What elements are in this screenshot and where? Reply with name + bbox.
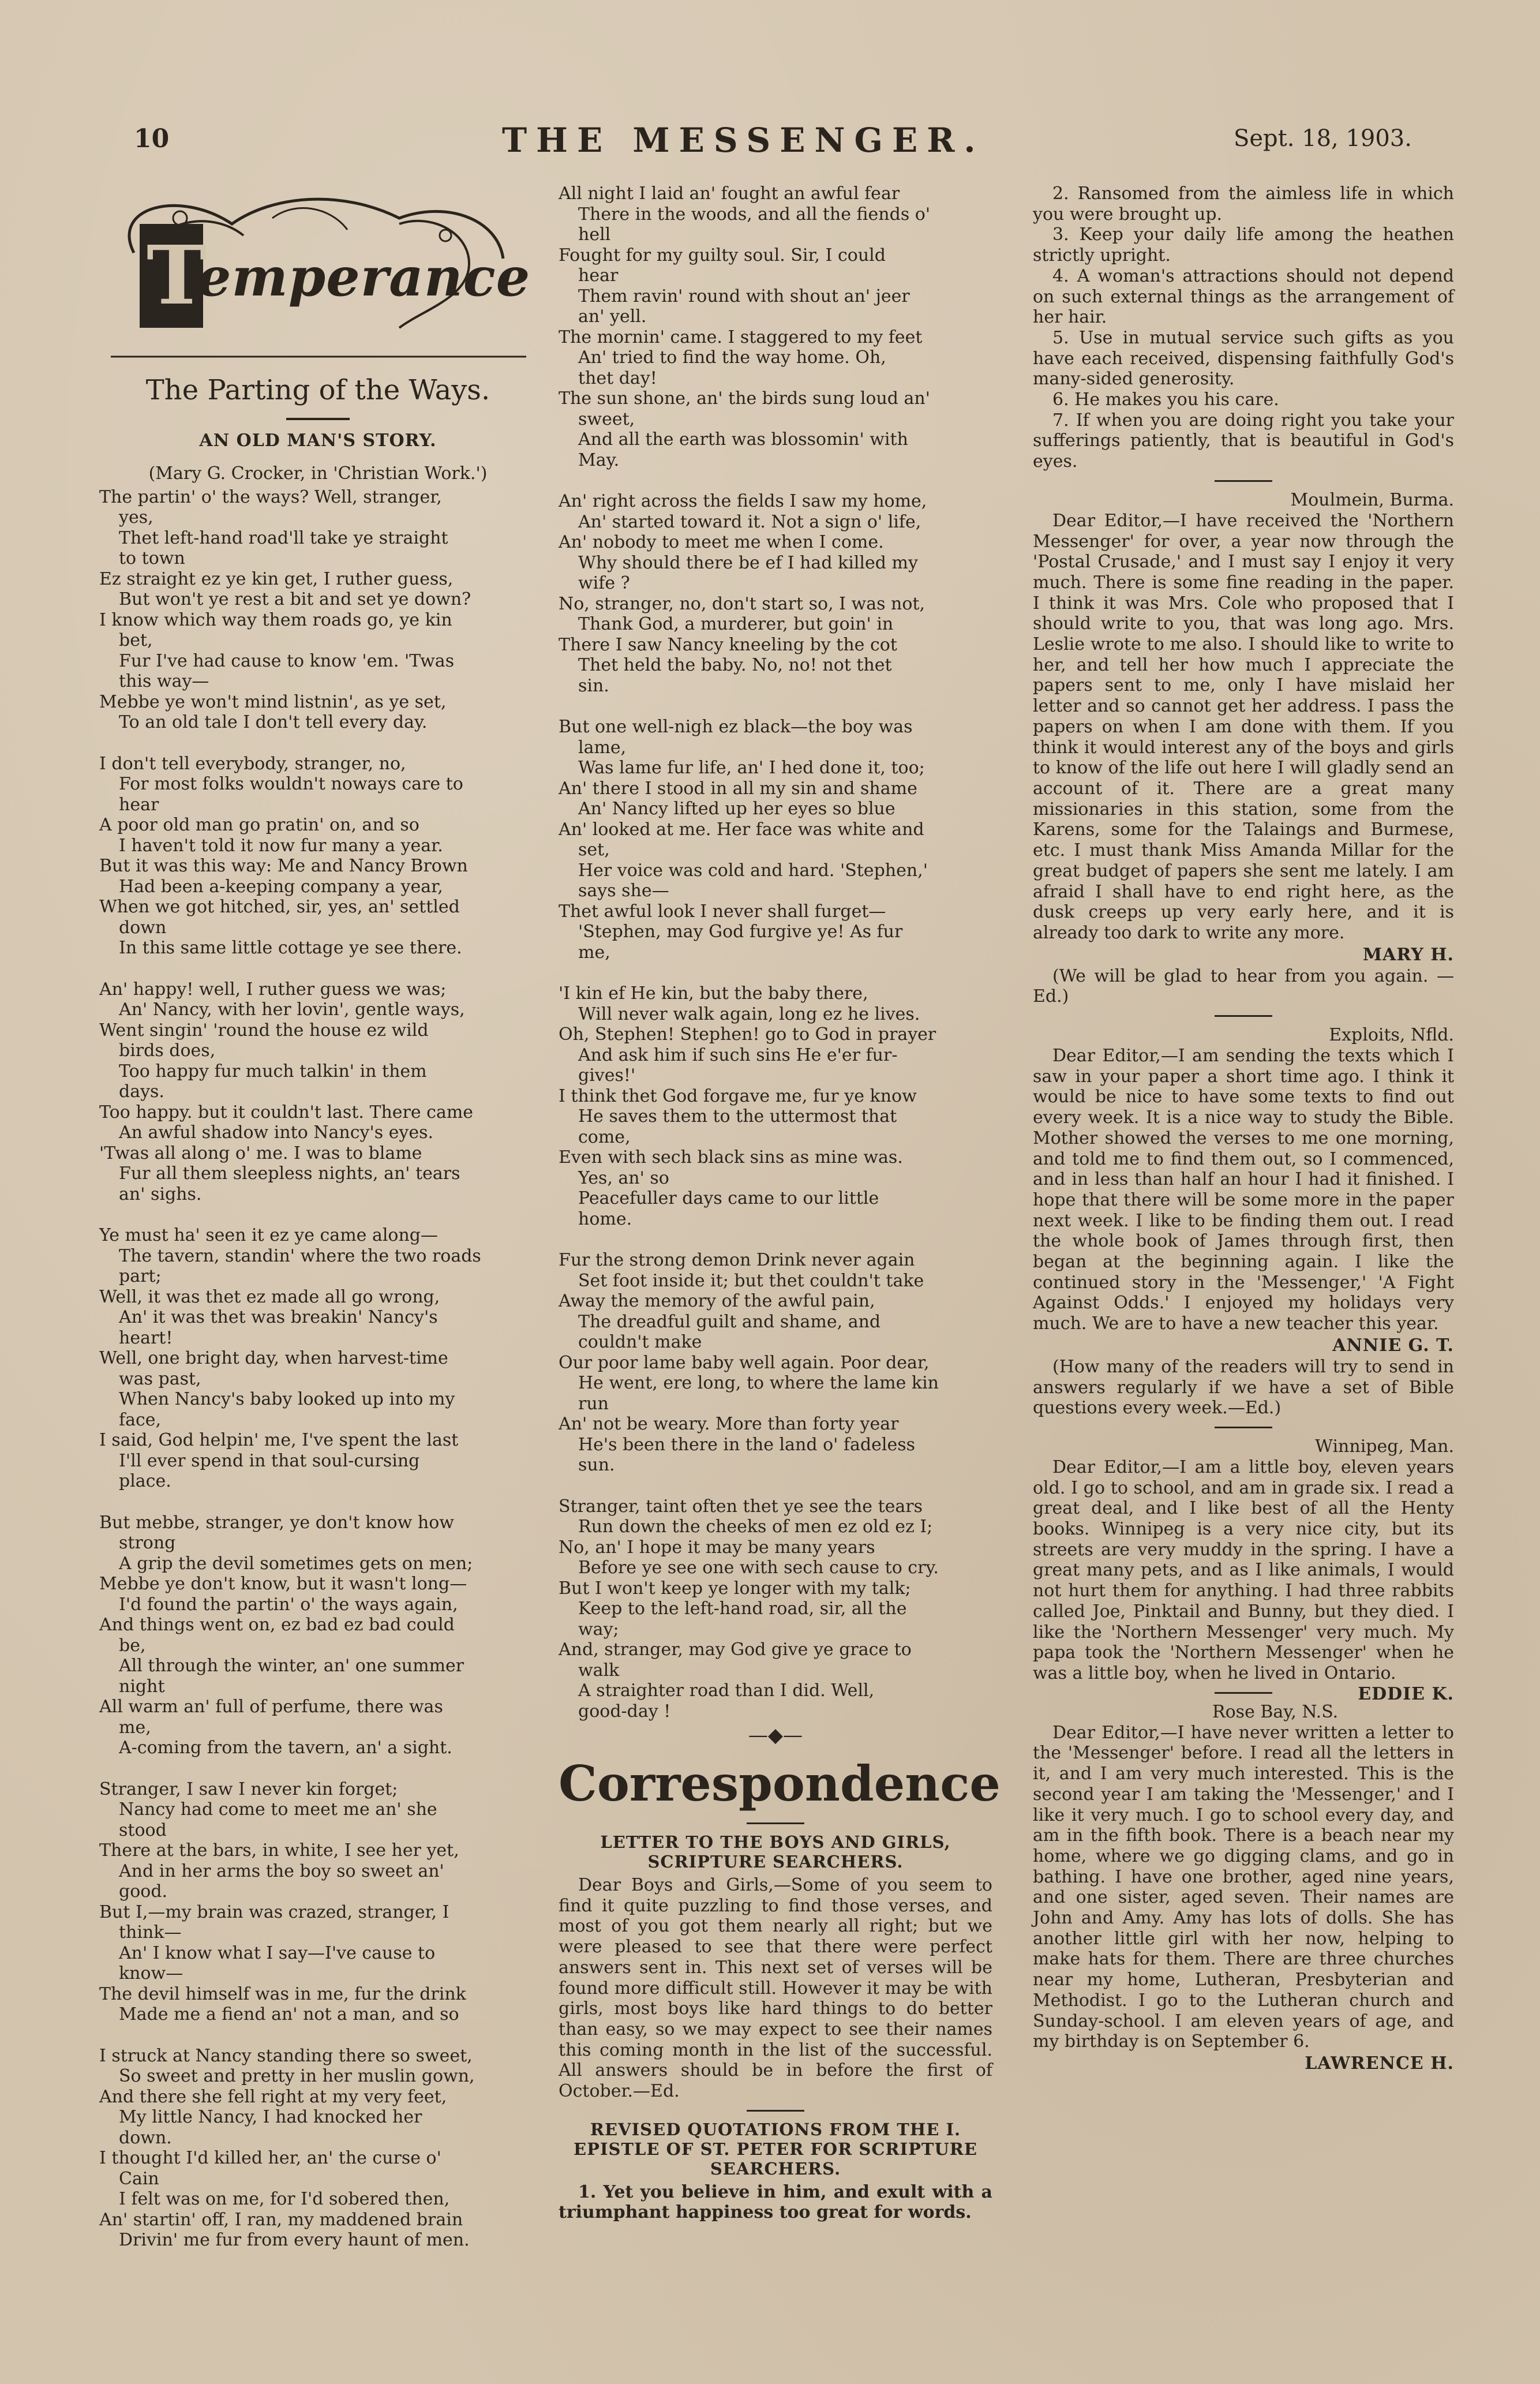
- letter-place: Rose Bay, N.S.: [1212, 1701, 1339, 1722]
- poem-line: Fur the strong demon Drink never again: [559, 1250, 915, 1270]
- poem-line: There at the bars, in white, I see her yet,: [99, 1840, 459, 1861]
- rule: [1215, 480, 1272, 482]
- poem-line: Even with sech black sins as mine was.: [559, 1147, 903, 1167]
- quote-item: 6. He makes you his care.: [1052, 390, 1279, 410]
- poem-line: I felt was on me, for I'd sobered then,: [119, 2189, 450, 2210]
- poem-part-2: [559, 184, 992, 1721]
- quote-item: 4. A woman's attractions should not depend on such external things as the arrangement of her hair.: [1033, 265, 1454, 328]
- letter-signature: MARY H.: [1362, 944, 1454, 965]
- poem-line: Made me a fiend an' not a man, and so: [119, 2004, 459, 2025]
- poem-line: Well, one bright day, when harvest-time: [99, 1348, 448, 1369]
- stanza-gap: [99, 733, 537, 754]
- column-2: [559, 184, 1001, 2223]
- poem-line: home.: [578, 1208, 632, 1229]
- poem-line: 'Twas all along o' me. I was to blame: [99, 1143, 422, 1163]
- poem-line: Keep to the left-hand road, sir, all the: [578, 1599, 907, 1619]
- poem-line: Our poor lame baby well again. Poor dear,: [559, 1352, 930, 1373]
- poem-line: set,: [578, 840, 610, 860]
- poem-line: hear: [119, 794, 159, 815]
- poem-line: down.: [119, 2127, 172, 2148]
- poem-line: There I saw Nancy kneeling by the cot: [559, 634, 897, 655]
- rule: [747, 1822, 804, 1824]
- masthead: THE MESSENGER.: [502, 121, 985, 160]
- poem-line: An awful shadow into Nancy's eyes.: [119, 1122, 434, 1143]
- poem-line: Peacefuller days came to our little: [578, 1188, 879, 1208]
- poem-part-1: [99, 487, 537, 2251]
- poem-line: For most folks wouldn't noways care to: [119, 774, 463, 795]
- poem-line: An' started toward it. Not a sign o' life,: [578, 511, 921, 532]
- poem-line: But it was this way: Me and Nancy Brown: [99, 856, 468, 877]
- poem-line: Stranger, I saw I never kin forget;: [99, 1779, 398, 1799]
- poem-line: an' sighs.: [119, 1184, 202, 1204]
- poem-line: Yes, an' so: [578, 1167, 669, 1188]
- poem-line: face,: [119, 1409, 162, 1430]
- poem-line: He saves them to the uttermost that: [578, 1106, 897, 1126]
- letter-place: Winnipeg, Man.: [1315, 1436, 1454, 1457]
- poem-line: yes,: [119, 507, 153, 528]
- poem-line: An' right across the fields I saw my home,: [559, 491, 927, 511]
- poem-line: No, an' I hope it may be many years: [559, 1537, 875, 1558]
- poem-line: birds does,: [119, 1041, 216, 1061]
- poem-line: The tavern, standin' where the two roads: [119, 1245, 481, 1266]
- poem-line: An' looked at me. Her face was white and: [559, 819, 924, 840]
- poem-line: And things went on, ez bad ez bad could: [99, 1615, 455, 1636]
- poem-line: An' there I stood in all my sin and shame: [559, 778, 917, 799]
- poem-line: But mebbe, stranger, ye don't know how: [99, 1512, 454, 1533]
- poem-line: Thet awful look I never shall furget—: [559, 901, 886, 922]
- poem-line: good.: [119, 1881, 168, 1902]
- poem-line: Before ye see one with sech cause to cry.: [578, 1558, 939, 1578]
- logo-word: emperance: [197, 246, 531, 308]
- rule: [1215, 1692, 1272, 1694]
- quote-1: 1. Yet you believe in him, and exult with a triumphant happiness too great for words.: [559, 2181, 992, 2223]
- title-rule: [286, 418, 350, 420]
- poem-line: All warm an' full of perfume, there was: [99, 1697, 443, 1717]
- poem-line: In this same little cottage ye see there.: [119, 938, 462, 959]
- issue-date: Sept. 18, 1903.: [1233, 125, 1412, 152]
- poem-line: The sun shone, an' the birds sung loud an': [559, 388, 931, 409]
- poem-line: I haven't told it now fur many a year.: [119, 835, 443, 856]
- letter-text: Dear Editor,—I have received the 'Northern Messenger' for over, a year now through the 'Postal Crusade,' and I must say I enjoy it very much. There is some fine reading in the paper. I think it was Mrs. Cole who proposed that I should write to you, that was long ago. Mrs. Leslie wrote to me also. I should like to write to her, and tell her how much I appreciate the papers sent to me, only I have mislaid her letter and so cannot get her address. I pass the papers on when I am done with them. If you think it would interest any of the boys and girls to know of the life out here I will gladly send an account of it. There are a great many missionaries in this station, some from the Karens, some for the Talaings and Burmese, etc. I must thank Miss Amanda Millar for the great budget of papers she sent me lately. I am afraid I shall have to end right here, as the dusk creeps up very early here, and it is already too dark to write any more.: [1033, 510, 1454, 943]
- quote-item: 3. Keep your daily life among the heathen strictly upright.: [1033, 224, 1454, 266]
- poem-line: good-day !: [578, 1701, 671, 1721]
- poem-line: Mebbe ye won't mind listnin', as ye set,: [99, 691, 447, 712]
- stanza-gap: [559, 963, 992, 983]
- poem-line: think—: [119, 1922, 182, 1943]
- poem-line: An' Nancy lifted up her eyes so blue: [578, 799, 895, 819]
- letter-text: Dear Editor,—I have never written a letter to the 'Messenger' before. I read all the letters in it, and I am very much interested. This is the second year I am taking the 'Messenger,' and I like it very much. I go to school every day, and am in the fifth book. There is a beach near my home, where we go digging clams, and go in bathing. I have one brother, aged nine years, and one sister, aged seven. Their names are John and Amy. Amy has lots of dolls. She has another little girl with her now, helping to make hats for them. There are three churches near my home, Lutheran, Presbyterian and Methodist. I go to the Lutheran church and Sunday-school. I am eleven years of age, and my birthday is on September 6.: [1033, 1722, 1454, 2052]
- poem-line: All night I laid an' fought an awful fear: [559, 184, 900, 204]
- letter-heading: LETTER TO THE BOYS AND GIRLS, SCRIPTURE SEARCHERS.: [600, 1832, 951, 1872]
- poem-line: me,: [119, 1717, 151, 1738]
- poem-line: Stranger, taint often thet ye see the tears: [559, 1496, 923, 1517]
- poem-line: Thank God, a murderer, but goin' in: [578, 614, 894, 634]
- poem-line: An' happy! well, I ruther guess we was;: [99, 979, 447, 1000]
- letter-text: Dear Editor,—I am sending the texts which I saw in your paper a short time ago. I think it would be nice to have some texts to find out every week. It is a nice way to study the Bible. Mother showed the verses to me one morning, and told me to find them out, so I commenced, and in less than half an hour I had it finished. I hope that there will be some more in the paper next week. I like to be finding them out. I read the whole book of James through first, then began at the beginning again. I like the continued story in the 'Messenger,' 'A Fight Against Odds.' I enjoyed my holidays very much. We are to have a new teacher this year.: [1033, 1046, 1454, 1334]
- poem-line: And in her arms the boy so sweet an': [119, 1861, 444, 1881]
- poem-line: And all the earth was blossomin' with: [578, 429, 908, 450]
- poem-line: A straighter road than I did. Well,: [578, 1681, 875, 1701]
- poem-line: hear: [578, 265, 619, 286]
- poem-line: Too happy. but it couldn't last. There came: [99, 1102, 474, 1122]
- poem-line: There in the woods, and all the fiends o': [578, 204, 931, 224]
- poem-line: The partin' o' the ways? Well, stranger,: [99, 486, 442, 507]
- poem-line: An' tried to find the way home. Oh,: [578, 347, 886, 368]
- poem-line: So sweet and pretty in her muslin gown,: [119, 2066, 475, 2087]
- poem-line: to town: [119, 548, 185, 569]
- poem-line: Fur all them sleepless nights, an' tears: [119, 1163, 460, 1184]
- poem-line: lame,: [578, 737, 627, 758]
- poem-line: I think thet God forgave me, fur ye know: [559, 1086, 917, 1106]
- poem-line: Drivin' me fur from every haunt of men.: [119, 2230, 470, 2251]
- stanza-gap: [99, 2025, 537, 2046]
- poem-line: run: [578, 1393, 609, 1414]
- poem-line: strong: [119, 1533, 176, 1554]
- poem-line: was past,: [119, 1368, 201, 1389]
- poem-line: Well, it was thet ez made all go wrong,: [99, 1286, 440, 1307]
- poem-line: A-coming from the tavern, an' a sight.: [119, 1738, 452, 1758]
- article-title: The Parting of the Ways.: [145, 374, 490, 406]
- poem-line: Cain: [119, 2168, 159, 2189]
- poem-line: I don't tell everybody, stranger, no,: [99, 753, 406, 774]
- poem-line: stood: [119, 1820, 167, 1840]
- poem-line: But I,—my brain was crazed, stranger, I: [99, 1902, 449, 1922]
- quote-item: 5. Use in mutual service such gifts as you have each received, dispensing faithfully God's many-sided generosity.: [1033, 327, 1454, 390]
- poem-line: When Nancy's baby looked up into my: [119, 1389, 455, 1410]
- poem-line: Fur I've had cause to know 'em. 'Twas: [119, 650, 455, 671]
- poem-line: He went, ere long, to where the lame kin: [578, 1373, 939, 1393]
- poem-line: A grip the devil sometimes gets on men;: [119, 1553, 473, 1574]
- poem-line: gives!': [578, 1065, 636, 1086]
- poem-line: sin.: [578, 675, 609, 696]
- poem-line: Her voice was cold and hard. 'Stephen,': [578, 860, 928, 881]
- poem-line: Them ravin' round with shout an' jeer: [578, 286, 910, 306]
- letter-signature: LAWRENCE H.: [1305, 2053, 1454, 2074]
- poem-line: place.: [119, 1471, 171, 1492]
- poem-line: walk: [578, 1660, 620, 1681]
- poem-line: says she—: [578, 881, 669, 901]
- poem-line: The dreadful guilt and shame, and: [578, 1311, 881, 1332]
- article-subtitle: AN OLD MAN'S STORY.: [199, 430, 437, 451]
- poem-line: Thet held the baby. No, no! not thet: [578, 655, 892, 675]
- poem-line: May.: [578, 450, 620, 470]
- poem-line: My little Nancy, I had knocked her: [119, 2107, 422, 2128]
- poem-line: And, stranger, may God give ye grace to: [559, 1640, 912, 1660]
- poem-line: Too happy fur much talkin' in them: [119, 1061, 427, 1081]
- section-ornament: —◆—: [748, 1724, 803, 1747]
- logo-initial-block: [140, 224, 207, 328]
- rule: [1215, 1015, 1272, 1017]
- poem-line: wife ?: [578, 573, 630, 593]
- poem-line: couldn't make: [578, 1332, 702, 1352]
- poem-line: I said, God helpin' me, I've spent the last: [99, 1430, 459, 1451]
- stanza-gap: [99, 1204, 537, 1225]
- poem-line: Will never walk again, long ez he lives.: [578, 1004, 920, 1024]
- stanza-gap: [559, 1476, 992, 1496]
- poem-line: Went singin' 'round the house ez wild: [99, 1020, 429, 1041]
- page-header: [0, 121, 1540, 170]
- poem-line: To an old tale I don't tell every day.: [119, 712, 428, 733]
- letter-text: Dear Editor,—I am a little boy, eleven years old. I go to school, and am in grade six. I read a great deal, and I like best of all the Henty books. Winnipeg is a very nice city, but its streets are very muddy in the spring. I have a great many pets, and as I like animals, I would not hurt them for anything. I had three rabbits called Joe, Pinktail and Bunny, but they died. I like the 'Northern Messenger' very much. My papa took the 'Northern Messenger' when he was a little boy, when he lived in Ontario. EDDIE K.: [1033, 1457, 1454, 1704]
- editor-note: (We will be glad to hear from you again. —Ed.): [1033, 965, 1454, 1007]
- poem-line: thet day!: [578, 368, 657, 388]
- poem-line: part;: [119, 1266, 162, 1287]
- poem-line: An' Nancy, with her lovin', gentle ways,: [119, 1000, 465, 1020]
- poem-line: But I won't keep ye longer with my talk;: [559, 1578, 911, 1599]
- poem-line: I know which way them roads go, ye kin: [99, 609, 452, 630]
- poem-line: down: [119, 917, 167, 938]
- poem-line: 'Stephen, may God furgive ye! As fur: [578, 922, 903, 942]
- page-number: 10: [134, 124, 170, 154]
- stanza-gap: [559, 696, 992, 717]
- poem-line: an' yell.: [578, 306, 647, 327]
- poem-line: A poor old man go pratin' on, and so: [99, 815, 419, 836]
- stanza-gap: [99, 959, 537, 979]
- rule: [747, 2110, 804, 2112]
- poem-line: Nancy had come to meet me an' she: [119, 1799, 437, 1820]
- poem-line: Oh, Stephen! Stephen! go to God in prayer: [559, 1024, 936, 1045]
- article-byline: (Mary G. Crocker, in 'Christian Work.'): [148, 463, 488, 484]
- poem-line: 'I kin ef He kin, but the baby there,: [559, 983, 868, 1004]
- poem-line: me,: [578, 942, 610, 963]
- letter-place: Exploits, Nfld.: [1329, 1025, 1454, 1046]
- poem-line: bet,: [119, 630, 153, 651]
- temperance-logo: [99, 184, 537, 374]
- poem-line: And there she fell right at my very feet,: [99, 2086, 447, 2107]
- poem-line: All through the winter, an' one summer: [119, 1656, 464, 1676]
- poem-line: Mebbe ye don't know, but it wasn't long—: [99, 1574, 467, 1595]
- poem-line: An' startin' off, I ran, my maddened brain: [99, 2209, 463, 2230]
- quote-item: 7. If when you are doing right you take your sufferings patiently, that is beautiful in God's eyes.: [1033, 410, 1454, 472]
- letter-body: Dear Boys and Girls,—Some of you seem to find it quite puzzling to find those verses, and most of you got them nearly all right; but we were pleased to see that there were perfect answers sent in. This next set of verses will be found more difficult still. However it may be with girls, most boys like hard things to do better than easy, so we may expect to see their names this coming month in the list of the successful. All answers should be in before the first of October.—Ed.: [559, 1875, 992, 2102]
- column-3: [1033, 184, 1454, 2075]
- poem-line: An' nobody to meet me when I come.: [559, 532, 884, 552]
- column-1: [99, 184, 537, 2251]
- quotes-heading: REVISED QUOTATIONS FROM THE I. EPISTLE OF ST. PETER FOR SCRIPTURE SEARCHERS.: [574, 2119, 977, 2179]
- poem-line: Run down the cheeks of men ez old ez I;: [578, 1517, 933, 1537]
- letters-list: [1033, 480, 1454, 2074]
- poem-line: I'd found the partin' o' the ways again,: [119, 1594, 458, 1615]
- poem-line: come,: [578, 1126, 631, 1147]
- stanza-gap: [99, 1492, 537, 1513]
- stanza-gap: [99, 1758, 537, 1779]
- editor-note: (How many of the readers will try to send in answers regularly if we have a set of Bible questions every week.—Ed.): [1033, 1356, 1454, 1419]
- poem-line: way;: [578, 1619, 619, 1640]
- poem-line: night: [119, 1676, 165, 1697]
- poem-line: I thought I'd killed her, an' the curse o': [99, 2148, 441, 2169]
- poem-line: An' it was thet was breakin' Nancy's: [119, 1307, 438, 1328]
- poem-line: Ye must ha' seen it ez ye came along—: [99, 1225, 439, 1246]
- poem-line: be,: [119, 1635, 146, 1656]
- poem-line: sun.: [578, 1455, 615, 1475]
- poem-line: days.: [119, 1081, 164, 1102]
- quotes-list: [1033, 184, 1454, 472]
- poem-line: Ez straight ez ye kin get, I ruther guess,: [99, 568, 454, 589]
- poem-line: this way—: [119, 671, 209, 692]
- poem-line: I'll ever spend in that soul-cursing: [119, 1450, 420, 1471]
- letter-signature: EDDIE K.: [1358, 1683, 1454, 1704]
- correspondence-title: Correspondence: [559, 1755, 1001, 1812]
- poem-line: But won't ye rest a bit and set ye down?: [119, 589, 471, 610]
- poem-line: No, stranger, no, don't start so, I was not,: [559, 593, 925, 614]
- stanza-gap: [559, 1229, 992, 1250]
- poem-line: Was lame fur life, an' I hed done it, too;: [578, 758, 925, 778]
- poem-line: Had been a-keeping company a year,: [119, 876, 443, 897]
- poem-line: And ask him if such sins He e'er fur-: [578, 1045, 898, 1065]
- poem-line: When we got hitched, sir, yes, an' settled: [99, 897, 460, 918]
- poem-line: But one well-nigh ez black—the boy was: [559, 717, 913, 737]
- logo-initial: T: [147, 229, 207, 323]
- poem-line: Away the memory of the awful pain,: [559, 1291, 875, 1311]
- letter-signature: ANNIE G. T.: [1332, 1335, 1454, 1356]
- quote-item: 2. Ransomed from the aimless life in which you were brought up.: [1033, 184, 1454, 224]
- poem-line: know—: [119, 1963, 183, 1984]
- poem-line: Thet left-hand road'll take ye straight: [119, 527, 448, 548]
- poem-line: The mornin' came. I staggered to my feet: [559, 327, 923, 347]
- poem-line: An' not be weary. More than forty year: [559, 1414, 899, 1434]
- poem-line: An' I know what I say—I've cause to: [119, 1943, 436, 1963]
- rule: [1215, 1427, 1272, 1428]
- poem-line: Why should there be ef I had killed my: [578, 552, 918, 573]
- poem-line: hell: [578, 224, 611, 245]
- stanza-gap: [559, 470, 992, 491]
- poem-line: I struck at Nancy standing there so sweet,: [99, 2045, 473, 2066]
- letter-place: Moulmein, Burma.: [1290, 489, 1454, 510]
- poem-line: Fought for my guilty soul. Sir, I could: [559, 245, 886, 265]
- poem-line: heart!: [119, 1327, 173, 1348]
- poem-line: He's been there in the land o' fadeless: [578, 1434, 916, 1455]
- poem-line: sweet,: [578, 409, 635, 429]
- poem-line: The devil himself was in me, fur the drink: [99, 1983, 466, 2004]
- poem-line: Set foot inside it; but thet couldn't take: [578, 1270, 924, 1291]
